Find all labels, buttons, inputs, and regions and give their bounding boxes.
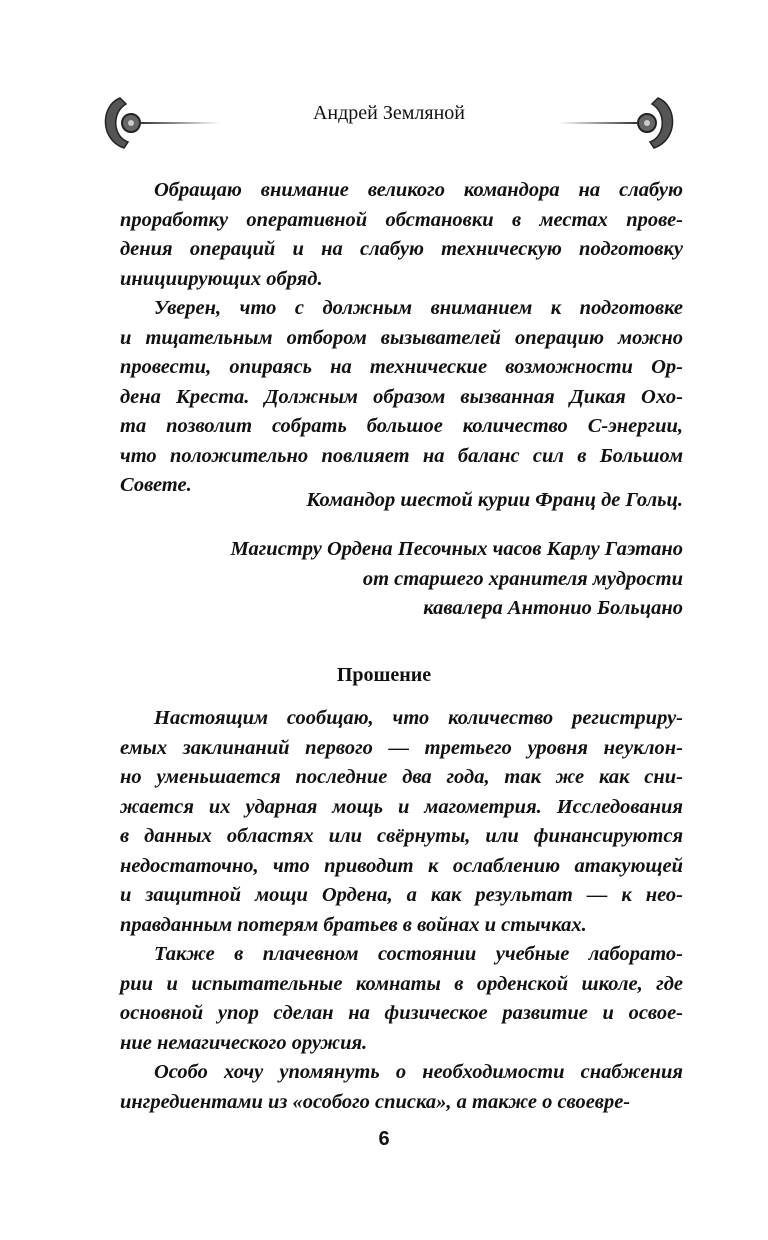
text-line: емых заклинаний первого — третьего уровня неуклон- bbox=[120, 736, 683, 759]
text-line: рии и испытательные комнаты в орденской школе, где bbox=[120, 972, 683, 995]
text-line: в данных областях или свёрнуты, или финансируются bbox=[120, 825, 683, 847]
letter-body bbox=[120, 176, 683, 501]
text-line: правданным потерям братьев в войнах и стычках. bbox=[120, 913, 587, 936]
text-line: жается их ударная мощь и магометрия. Исследования bbox=[120, 795, 683, 818]
text-line: недостаточно, что приводит к ослаблению атакующей bbox=[120, 854, 683, 877]
petition-body bbox=[120, 704, 683, 1117]
text-line: провести, опираясь на технические возможности Ор- bbox=[120, 356, 683, 378]
address-line: Магистру Ордена Песочных часов Карлу Гаэтано bbox=[230, 538, 683, 560]
text-line: и защитной мощи Ордена, а как результат — к нео- bbox=[120, 884, 683, 906]
text-line: что положительно повлияет на баланс сил в Большом bbox=[120, 444, 683, 467]
running-header bbox=[98, 92, 680, 152]
ornament-icon bbox=[480, 92, 680, 152]
text-line: дена Креста. Должным образом вызванная Дикая Охо- bbox=[120, 385, 683, 408]
text-line: проработку оперативной обстановки в местах прове- bbox=[120, 208, 683, 231]
section-heading: Прошение bbox=[336, 664, 432, 686]
text-line: но уменьшается последние два года, так же как сни- bbox=[120, 766, 683, 788]
running-title: Андрей Земляной bbox=[312, 102, 466, 124]
text-line: Настоящим сообщаю, что количество регистриру- bbox=[154, 707, 683, 729]
text-line: Совете. bbox=[120, 474, 192, 496]
address-block bbox=[120, 535, 683, 624]
signature-block bbox=[120, 486, 683, 516]
page-number: 6 bbox=[378, 1128, 390, 1150]
text-line: Обращаю внимание великого командора на слабую bbox=[154, 179, 683, 201]
signature: Командор шестой курии Франц де Гольц. bbox=[306, 489, 683, 511]
address-line: от старшего хранителя мудрости bbox=[362, 567, 683, 590]
text-line: и тщательным отбором вызывателей операцию можно bbox=[120, 326, 683, 349]
address-line: кавалера Антонио Больцано bbox=[423, 597, 683, 619]
text-line: Особо хочу упомянуть о необходимости снабжения bbox=[154, 1061, 683, 1083]
text-line: инициирующих обряд. bbox=[120, 267, 323, 290]
text-line: основной упор сделан на физическое развитие и освое- bbox=[120, 1002, 683, 1024]
text-line: ние немагического оружия. bbox=[120, 1031, 368, 1054]
text-line: дения операций и на слабую техническую подготовку bbox=[120, 238, 683, 260]
text-line: Уверен, что с должным вниманием к подготовке bbox=[154, 297, 683, 319]
text-line: Также в плачевном состоянии учебные лаборато- bbox=[154, 943, 683, 965]
text-line: та позволит собрать большое количество С-энергии, bbox=[120, 415, 683, 437]
text-line: ингредиентами из «особого списка», а также о своевре- bbox=[120, 1090, 631, 1113]
